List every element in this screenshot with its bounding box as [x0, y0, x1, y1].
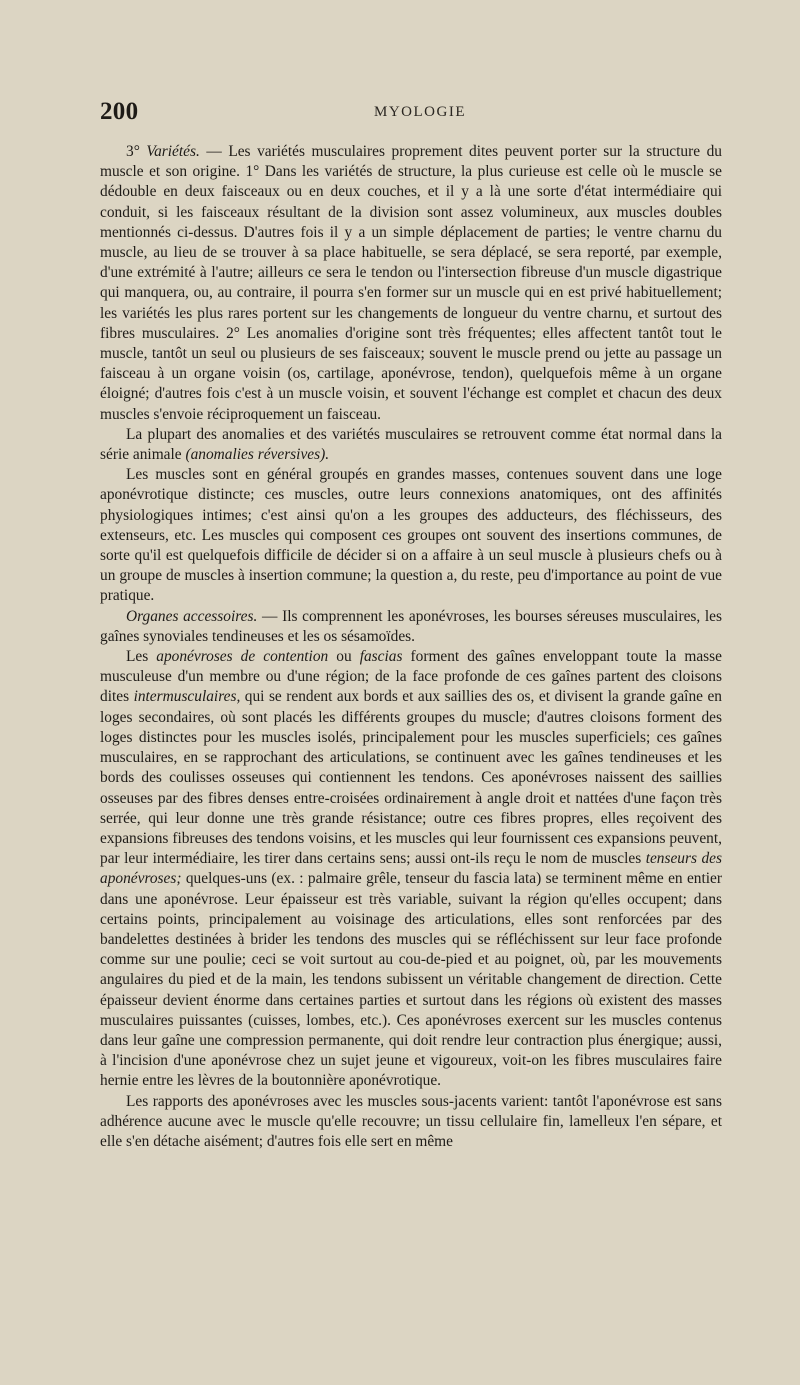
page-header: [100, 98, 730, 134]
paragraph-groupes: [100, 465, 722, 606]
body-text: [100, 142, 722, 1152]
paragraph-text: quelques-uns (ex. : palmaire grêle, tenseur du fascia lata) se terminent même en entier dans une aponévrose. Leur épaisseur est très variable, suivant la région qu'elles occupent; dans certains points, principalement au voisinage des articulations, elles sont renforcées par des bandelettes destinées à brider les tendons des muscles qui se réfléchissent sur leur face profonde comme sur une poulie; ceci se voit surtout au cou-de-pied et au poignet, où, par les mouvements angulaires du pied et de la main, les tendons subissent un véritable changement de direction. Cette épaisseur devient énorme dans certaines parties et surtout dans les régions où existent des masses musculaires puissantes (cuisses, lombes, etc.). Ces aponévroses exercent sur les muscles contenus dans leur gaîne une compression permanente, qui doit rendre leur contraction plus énergique; aussi, à l'incision d'une aponévrose chez un sujet jeune et vigoureux, voit-on les fibres musculaires faire hernie entre les lèvres de la boutonnière aponévrotique.: [100, 870, 722, 1090]
section-number: 3°: [126, 143, 147, 160]
section-heading-organes-accessoires: Organes accessoires.: [126, 607, 258, 625]
paragraph-varietes: [100, 142, 722, 425]
paragraph-text: Les: [126, 648, 157, 666]
paragraph-text: Les rapports des aponévroses avec les muscles sous-jacents varient: tantôt l'aponévrose est sans adhérence aucune avec le muscle qu'elle recouvre; un tissu cellulaire fin, lamelleux l'en sépare, et elle s'en détache aisément; d'autres fois elle sert en même: [100, 1092, 722, 1150]
emphasis-aponevroses-contention: aponévroses de contention: [156, 648, 329, 666]
paragraph-text: qui se rendent aux bords et aux saillies des os, et divisent la grande gaîne en loges secondaires, où sont placés les différents groupes du muscle; d'autres cloisons forment des loges distinctes pour les muscles isolés, principalement pour les muscles superficiels; ces gaînes musculaires, en se rapprochant des articulations, se continuent avec les gaînes tendineuses et les bords des coulisses osseuses qui contiennent les tendons. Ces aponévroses naissent des saillies osseuses par des fibres denses entre-croisées ordinairement à angle droit et nattées d'une façon très serrée, qui leur donne une très grande résistance; outre ces fibres propres, elles reçoivent des expansions fibreuses des tendons voisins, et les muscles qui leur fournissent ces expansions peuvent, par leur intermédiaire, les tirer dans certains sens; aussi ont-ils reçu le nom de muscles: [100, 688, 722, 868]
page-number: 200: [100, 98, 139, 125]
paragraph-text: Les muscles sont en général groupés en grandes masses, contenues souvent dans une loge aponévrotique distincte; ces muscles, outre leurs connexions anatomiques, ont des affinités physiologiques intimes; c'est ainsi qu'on a les groupes des adducteurs, des fléchisseurs, des extenseurs, etc. Les muscles qui composent ces groupes ont souvent des insertions communes, de sorte qu'il est quelquefois difficile de décider si on a affaire à un seul muscle à plusieurs chefs ou à un groupe de muscles à insertion commune; la question a, du reste, peu d'importance au point de vue pratique.: [100, 466, 722, 605]
paragraph-text: — Les variétés musculaires proprement dites peuvent porter sur la structure du muscle et son origine. 1° Dans les variétés de structure, la plus curieuse est celle où le muscle se dédouble en deux faisceaux ou en deux couches, et il y a là une sorte d'état intermédiaire qui conduit, si les faisceaux résultant de la division sont assez volumineux, aux muscles doubles mentionnés ci-dessus. D'autres fois il y a un simple déplacement de parties; le ventre charnu du muscle, au lieu de se trouver à sa place habituelle, se sera déplacé, se sera reporté, par exemple, d'une extrémité à l'autre; ailleurs ce sera le tendon ou l'intersection fibreuse d'un muscle digastrique qui manquera, ou, au contraire, il pourra s'en former sur un muscle qui en est privé habituellement; les variétés les plus rares portent sur les changements de longueur du ventre charnu, et surtout des fibres musculaires. 2° Les anomalies d'origine sont très fréquentes; elles affectent tantôt tout le muscle, tantôt un seul ou plusieurs de ses faisceaux; souvent le muscle prend ou jette au passage un faisceau à un organe voisin (os, cartilage, aponévrose, tendon), quelquefois même à un organe éloigné; d'autres fois c'est à un muscle voisin, et souvent l'échange est complet et chacun des deux muscles s'envoie réciproquement un faisceau.: [100, 143, 723, 423]
section-heading-varietes: Variétés.: [146, 143, 200, 160]
paragraph-anomalies: [100, 425, 722, 465]
paragraph-text: — Ils comprennent les aponévroses, les bourses séreuses musculaires, les gaînes synoviales tendineuses et les os sésamoïdes.: [100, 607, 722, 645]
emphasis-tenseurs: tenseurs des aponévroses;: [100, 850, 722, 888]
paragraph-text: La plupart des anomalies et des variétés musculaires se retrouvent comme état normal dans la série animale: [100, 425, 722, 464]
emphasis-fascias: fascias: [359, 648, 403, 666]
emphasis-anomalies-reversives: (anomalies réversives).: [185, 446, 330, 464]
paragraph-aponevroses: [100, 647, 722, 1091]
paragraph-text: ou: [328, 648, 360, 666]
emphasis-intermusculaires: intermusculaires,: [133, 688, 241, 706]
paragraph-rapports: [100, 1092, 722, 1153]
running-head: MYOLOGIE: [374, 104, 466, 120]
paragraph-organes-accessoires: [100, 607, 722, 647]
paragraph-text: forment des gaînes enveloppant toute la masse musculeuse d'un membre ou d'une région; de la face profonde de ces gaînes partent des cloisons dites: [100, 648, 722, 706]
